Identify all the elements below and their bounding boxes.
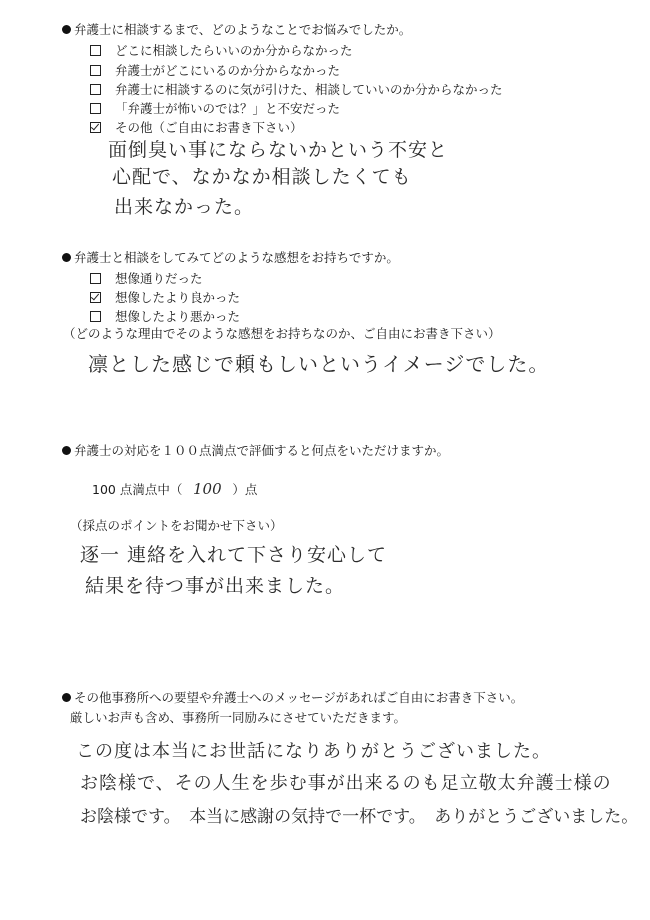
q2-option-label: 想像したより悪かった — [115, 309, 241, 324]
q2-question — [62, 249, 399, 267]
score-prefix: 100 点満点中（ — [92, 482, 183, 497]
checkbox-checked[interactable] — [90, 122, 101, 133]
q1-option[interactable] — [90, 62, 340, 80]
q1-option[interactable] — [90, 81, 503, 99]
q2-question-text: 弁護士と相談をしてみてどのような感想をお持ちですか。 — [74, 250, 399, 265]
score-value[interactable]: 100 — [193, 480, 222, 498]
bullet-icon — [62, 693, 71, 702]
q2-option[interactable] — [90, 270, 203, 288]
checkbox-checked[interactable] — [90, 292, 101, 303]
q4-question — [62, 689, 523, 707]
score-suffix: ）点 — [232, 482, 258, 497]
checkbox[interactable] — [90, 45, 101, 56]
checkbox[interactable] — [90, 84, 101, 95]
q1-option-label: どこに相談したらいいのか分からなかった — [115, 43, 353, 58]
q1-question — [62, 21, 411, 39]
q1-option-label: その他（ご自由にお書き下さい） — [115, 120, 303, 135]
q2-option[interactable] — [90, 289, 240, 307]
q4-handwritten-line: この度は本当にお世話になりありがとうございました。 — [76, 741, 551, 762]
q1-handwritten-line: 面倒臭い事にならないかという不安と — [108, 139, 449, 161]
q2-handwritten-line: 凛とした感じで頼もしいというイメージでした。 — [88, 352, 550, 376]
bullet-icon — [62, 446, 71, 455]
bullet-icon — [62, 253, 71, 262]
bullet-icon — [62, 25, 71, 34]
q4-handwritten-line: お陰様です。 本当に感謝の気持で一杯です。 ありがとうございました。 — [80, 807, 639, 827]
q2-option[interactable] — [90, 308, 240, 326]
q3-points-prompt: （採点のポイントをお聞かせ下さい） — [70, 518, 283, 533]
q2-option-label: 想像したより良かった — [115, 290, 241, 305]
q1-option-label: 弁護士に相談するのに気が引けた、相談していいのか分からなかった — [115, 82, 503, 97]
checkbox[interactable] — [90, 65, 101, 76]
checkbox[interactable] — [90, 311, 101, 322]
q3-handwritten-line: 結果を待つ事が出来ました。 — [85, 575, 346, 597]
q1-option[interactable] — [90, 42, 353, 60]
q1-handwritten-line: 心配で、なかなか相談したくても — [112, 166, 412, 188]
q3-handwritten-line: 逐一 連絡を入れて下さり安心して — [80, 544, 388, 566]
q3-score-line — [92, 480, 257, 499]
q4-subtext: 厳しいお声も含め、事務所一同励みにさせていただきます。 — [70, 710, 407, 725]
q1-option[interactable] — [90, 100, 340, 118]
q1-option-label: 「弁護士が怖いのでは？」と不安だった — [115, 101, 341, 116]
q1-option-label: 弁護士がどこにいるのか分からなかった — [115, 63, 341, 78]
checkbox[interactable] — [90, 103, 101, 114]
q3-question — [62, 442, 449, 460]
q4-handwritten-line: お陰様で、その人生を歩む事が出来るのも足立敬太弁護士様の — [80, 773, 612, 794]
q1-handwritten-line: 出来なかった。 — [114, 196, 255, 218]
q3-question-text: 弁護士の対応を１００点満点で評価すると何点をいただけますか。 — [74, 443, 450, 458]
q1-question-text: 弁護士に相談するまで、どのようなことでお悩みでしたか。 — [74, 22, 412, 37]
checkbox[interactable] — [90, 273, 101, 284]
q2-option-label: 想像通りだった — [115, 271, 203, 286]
q4-question-text: その他事務所への要望や弁護士へのメッセージがあればご自由にお書き下さい。 — [74, 690, 524, 705]
q2-reason-prompt: （どのような理由でそのような感想をお持ちなのか、ご自由にお書き下さい） — [63, 326, 501, 341]
